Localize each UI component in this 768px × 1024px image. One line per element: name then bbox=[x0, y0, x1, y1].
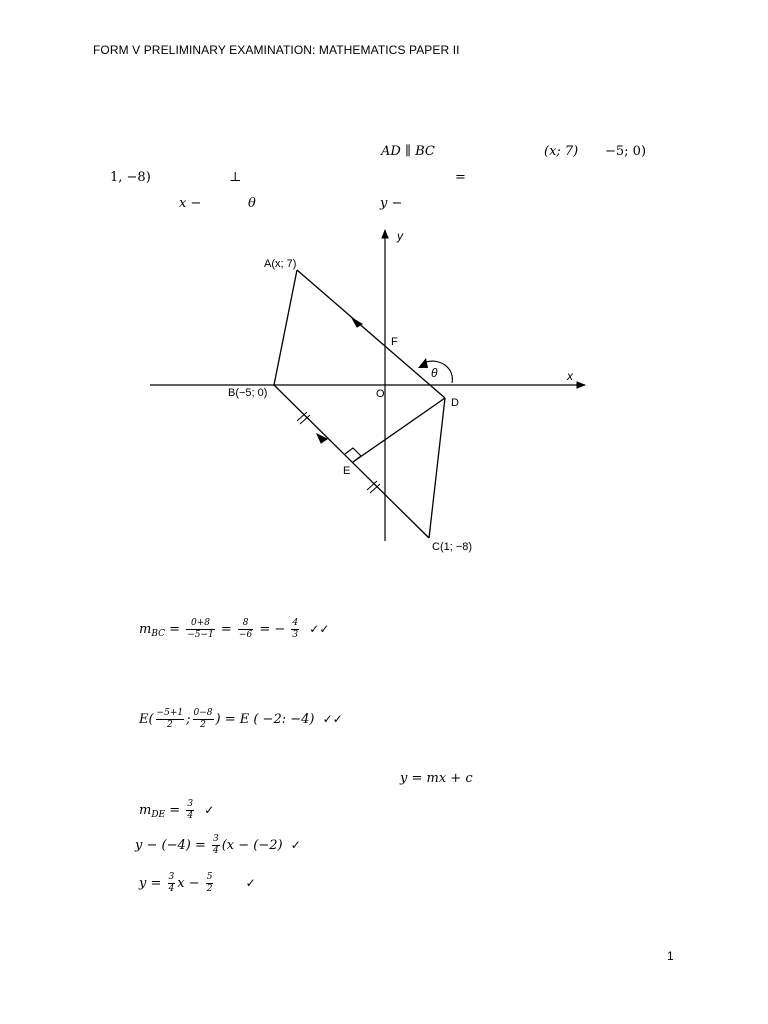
check-marks: ✓ bbox=[290, 838, 301, 852]
label-f: F bbox=[391, 336, 398, 348]
segment-de bbox=[353, 398, 445, 462]
point-a-coordinate: (x; 7) bbox=[544, 144, 579, 159]
right-angle-marker bbox=[345, 448, 361, 462]
check-marks: ✓✓ bbox=[322, 712, 343, 726]
equals-symbol: = bbox=[455, 170, 466, 185]
theta-arc bbox=[426, 361, 452, 383]
gradient-bc-line: $m_{BC}$ = $\frac{0+8}{-5-1}$ = $\frac{8}{-6}$ = − $\frac{4}{3}$ ✓✓ bbox=[139, 618, 330, 640]
label-e: E bbox=[343, 465, 351, 477]
label-theta: θ bbox=[431, 366, 438, 380]
label-b: B(−5; 0) bbox=[228, 387, 268, 399]
page-header: FORM V PRELIMINARY EXAMINATION: MATHEMATICS PAPER II bbox=[93, 43, 460, 57]
theta-fragment: θ bbox=[248, 196, 256, 211]
x-axis-fragment: x − bbox=[179, 196, 202, 211]
theta-arrow bbox=[418, 358, 428, 368]
point-slope-line: y − (−4) = $\frac{3}{4}$ (x − (−2) ✓ bbox=[135, 834, 301, 856]
label-a: A(x; 7) bbox=[264, 258, 297, 270]
label-y-axis: y bbox=[397, 229, 403, 243]
ad-parallel-bc: AD ∥ BC bbox=[381, 144, 435, 159]
page-number: 1 bbox=[667, 949, 674, 963]
point-c-coordinate: 1, −8) bbox=[110, 170, 151, 185]
perpendicular-symbol: ⊥ bbox=[229, 170, 242, 185]
label-d: D bbox=[451, 397, 459, 409]
line-equation-form: y = mx + c bbox=[400, 771, 473, 786]
point-b-coordinate: −5; 0) bbox=[605, 144, 647, 159]
check-marks: ✓ bbox=[245, 876, 256, 890]
side-bc bbox=[274, 385, 429, 538]
side-dc bbox=[429, 398, 445, 538]
final-equation-line: y = $\frac{3}{4}$ x − $\frac{5}{2}$ ✓ bbox=[139, 872, 256, 894]
check-marks: ✓ bbox=[204, 803, 215, 817]
gradient-de-line: $m_{DE}$ = $\frac{3}{4}$ ✓ bbox=[139, 799, 215, 821]
side-ad bbox=[297, 270, 445, 398]
label-o: O bbox=[376, 388, 385, 400]
midpoint-e-line: E( $\frac{-5+1}{2}$ ; $\frac{0-8}{2}$ ) = E ( −2: −4) ✓✓ bbox=[139, 708, 343, 730]
label-c: C(1; −8) bbox=[432, 541, 473, 553]
check-marks: ✓✓ bbox=[309, 622, 330, 636]
y-axis-fragment: y − bbox=[380, 196, 403, 211]
side-ab bbox=[274, 270, 297, 385]
label-x-axis: x bbox=[567, 369, 573, 383]
